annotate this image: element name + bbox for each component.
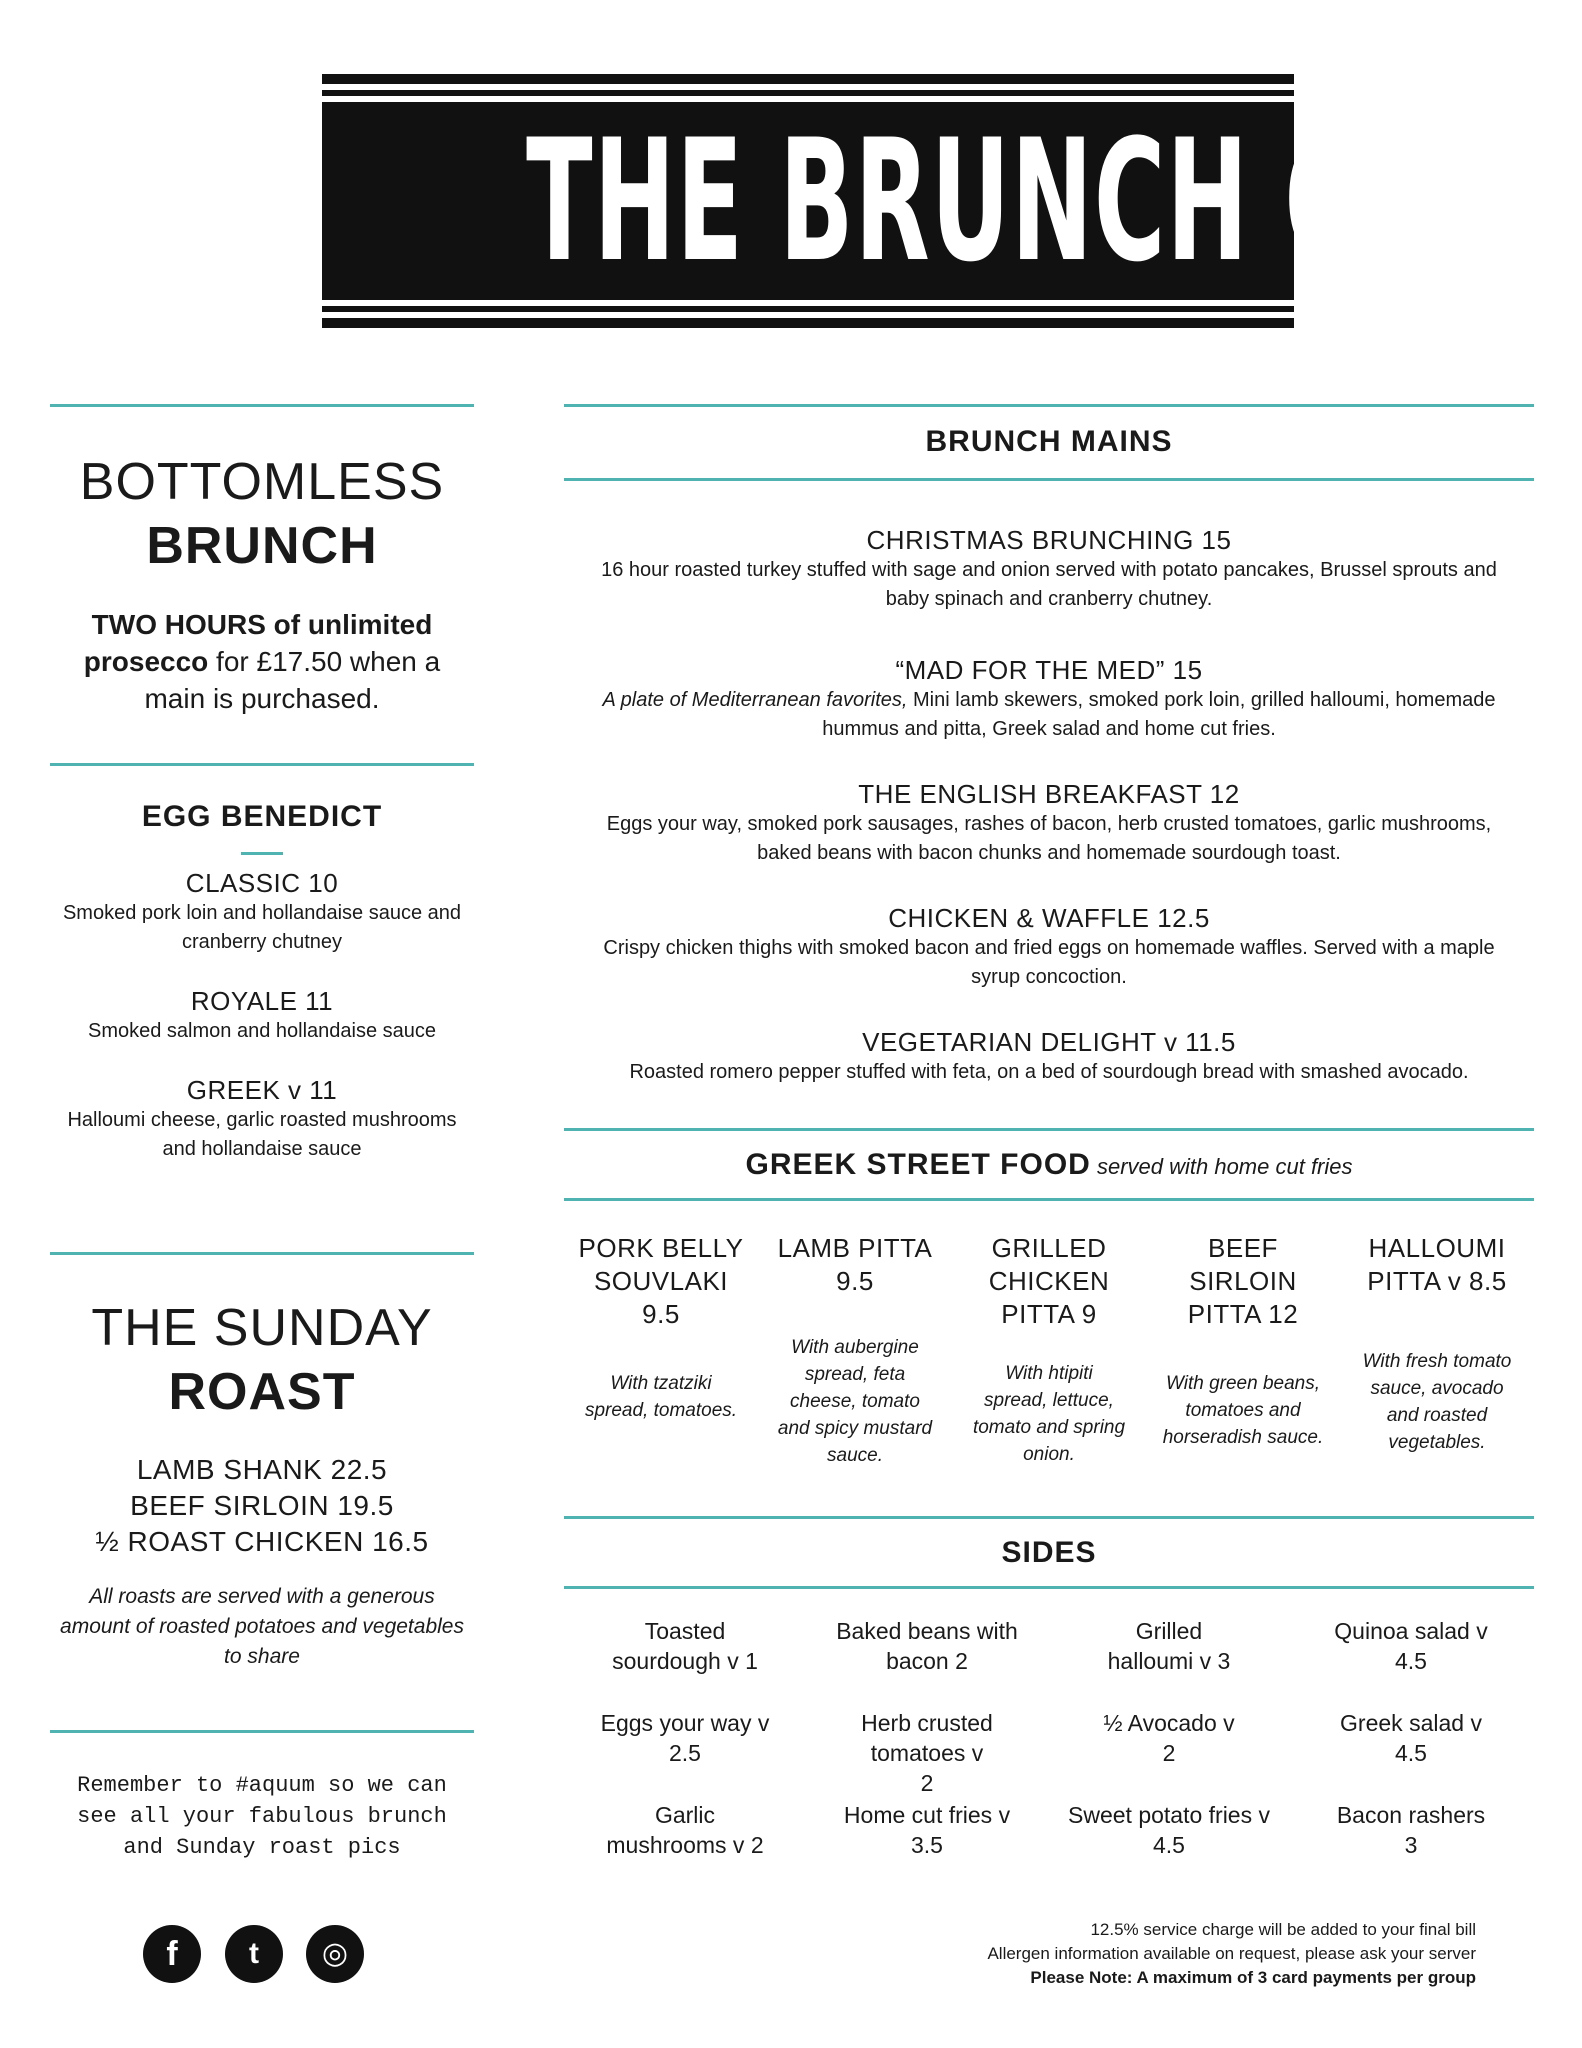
brunch-main-item bbox=[564, 778, 1534, 868]
logo-bottom-rule-thin bbox=[322, 306, 1294, 312]
promo-text: for £17.50 when a bbox=[208, 646, 441, 677]
greek-food-name-line: PORK BELLY bbox=[578, 1233, 744, 1263]
greek-food-name bbox=[758, 1232, 952, 1340]
greek-food-name-line: 9.5 bbox=[642, 1299, 680, 1329]
menu-item bbox=[50, 1074, 474, 1164]
greek-food-desc-line: sauce, avocado bbox=[1370, 1378, 1504, 1399]
greek-food-desc-line: tomato and spring bbox=[972, 1417, 1126, 1438]
promo-bold-2: prosecco bbox=[83, 646, 209, 677]
greek-food-name-line: CHICKEN bbox=[988, 1266, 1110, 1296]
brunch-main-desc bbox=[564, 556, 1534, 585]
greek-food-desc bbox=[952, 1360, 1146, 1468]
side-item-line: Sweet potato fries v bbox=[1068, 1802, 1270, 1828]
greek-food-item bbox=[1340, 1232, 1534, 1492]
sunday-roast-section bbox=[50, 1296, 474, 1672]
greek-food-desc-line: With htipiti bbox=[1005, 1363, 1093, 1384]
logo-top-rule bbox=[322, 74, 1294, 84]
brunch-mains-heading: BRUNCH MAINS bbox=[925, 425, 1173, 458]
brunch-main-desc bbox=[564, 1058, 1534, 1087]
greek-food-name-line: PITTA v 8.5 bbox=[1367, 1266, 1507, 1296]
brunch-main-desc bbox=[564, 810, 1534, 839]
side-item-line: 4.5 bbox=[1153, 1832, 1185, 1858]
side-item bbox=[806, 1800, 1048, 1860]
logo-bottom-rule bbox=[322, 318, 1294, 328]
brunch-main-desc-text: hummus and pitta, Greek salad and home cut fries. bbox=[822, 718, 1276, 740]
greek-food-desc-line: spread, lettuce, bbox=[984, 1390, 1114, 1411]
egg-benedict-heading: EGG BENEDICT bbox=[141, 800, 383, 833]
side-item-line: 4.5 bbox=[1395, 1740, 1427, 1766]
side-item-line: 2 bbox=[920, 1770, 934, 1796]
greek-food-desc-line: tomatoes and bbox=[1185, 1400, 1301, 1421]
sunday-roast-title-bold: ROAST bbox=[168, 1363, 356, 1421]
brunch-main-item bbox=[564, 654, 1534, 744]
divider bbox=[564, 1586, 1534, 1589]
side-item bbox=[564, 1616, 806, 1676]
menu-item-desc: cranberry chutney bbox=[181, 931, 343, 953]
greek-food-desc-line: With tzatziki bbox=[610, 1373, 712, 1394]
greek-street-food-heading: GREEK STREET FOOD bbox=[745, 1148, 1091, 1181]
social-message-line: Remember to #aquum so we can bbox=[77, 1773, 447, 1798]
menu-item bbox=[50, 867, 474, 957]
greek-food-desc-line: and roasted bbox=[1386, 1405, 1488, 1426]
roast-note-line: All roasts are served with a generous bbox=[89, 1585, 435, 1608]
greek-food-desc bbox=[564, 1370, 758, 1424]
brunch-main-desc bbox=[564, 715, 1534, 744]
bottomless-brunch-section bbox=[50, 450, 474, 717]
facebook-icon[interactable]: f bbox=[143, 1925, 201, 1983]
greek-food-item bbox=[758, 1232, 952, 1492]
card-payment-note: Please Note: A maximum of 3 card payments per group bbox=[1030, 1968, 1476, 1987]
greek-food-desc bbox=[1146, 1370, 1340, 1451]
side-item-line: 3.5 bbox=[911, 1832, 943, 1858]
bottomless-title: BOTTOMLESS bbox=[79, 453, 445, 511]
brunch-main-desc-text: Crispy chicken thighs with smoked bacon and fried eggs on homemade waffles. Served with a maple bbox=[603, 937, 1495, 959]
side-item-line: tomatoes v bbox=[870, 1740, 984, 1766]
greek-food-name-line: PITTA 12 bbox=[1187, 1299, 1299, 1329]
side-item-line: 2.5 bbox=[669, 1740, 701, 1766]
sides-heading: SIDES bbox=[1001, 1536, 1097, 1569]
brunch-main-desc-text: baby spinach and cranberry chutney. bbox=[885, 588, 1213, 610]
brunch-main-item bbox=[564, 1026, 1534, 1087]
side-item-line: Garlic bbox=[654, 1802, 716, 1828]
greek-food-desc-line: sauce. bbox=[827, 1445, 883, 1466]
menu-item-desc: and hollandaise sauce bbox=[162, 1138, 362, 1160]
brunch-main-desc-text: Eggs your way, smoked pork sausages, rashes of bacon, herb crusted tomatoes, garlic mushrooms, bbox=[606, 813, 1492, 835]
brunch-main-name: “MAD FOR THE MED” 15 bbox=[895, 655, 1203, 685]
brunch-main-desc-text: 16 hour roasted turkey stuffed with sage and onion served with potato pancakes, Brussel sprouts and bbox=[601, 559, 1497, 581]
brunch-main-desc bbox=[564, 963, 1534, 992]
side-item-line: Herb crusted bbox=[861, 1710, 993, 1736]
brand-logo bbox=[322, 74, 1573, 330]
brunch-main-desc bbox=[564, 686, 1534, 715]
menu-item-desc: Halloumi cheese, garlic roasted mushrooms bbox=[67, 1109, 457, 1131]
greek-street-food-heading-row bbox=[564, 1148, 1534, 1182]
side-item-line: Grilled bbox=[1135, 1618, 1203, 1644]
side-item-line: sourdough v 1 bbox=[612, 1648, 758, 1674]
side-item-line: Greek salad v bbox=[1340, 1710, 1482, 1736]
side-item-line: 2 bbox=[1162, 1740, 1176, 1766]
social-message-line: see all your fabulous brunch bbox=[77, 1804, 447, 1829]
logo-text: THE BRUNCH CLUB bbox=[526, 103, 1573, 299]
brunch-main-desc-italic: A plate of Mediterranean favorites, bbox=[602, 689, 908, 711]
allergen-note: Allergen information available on request, please ask your server bbox=[987, 1944, 1476, 1963]
side-item bbox=[1048, 1708, 1290, 1768]
promo-text-end: main is purchased. bbox=[144, 683, 380, 714]
side-item-line: Baked beans with bbox=[836, 1618, 1018, 1644]
brunch-main-desc-text: Roasted romero pepper stuffed with feta, on a bed of sourdough bread with smashed avocado. bbox=[629, 1061, 1469, 1083]
brunch-main-desc-text: syrup concoction. bbox=[971, 966, 1127, 988]
greek-food-desc-line: With green beans, bbox=[1165, 1373, 1321, 1394]
side-item-line: mushrooms v 2 bbox=[606, 1832, 764, 1858]
side-item bbox=[564, 1708, 806, 1768]
side-item-line: Toasted bbox=[644, 1618, 726, 1644]
side-item bbox=[1290, 1708, 1532, 1768]
side-item bbox=[1048, 1800, 1290, 1860]
greek-food-name-line: 9.5 bbox=[836, 1266, 874, 1296]
promo-bold-cont: of unlimited bbox=[265, 609, 433, 640]
brunch-main-desc bbox=[564, 934, 1534, 963]
brunch-main-desc bbox=[564, 839, 1534, 868]
brunch-main-item bbox=[564, 902, 1534, 992]
menu-item-name: CLASSIC 10 bbox=[185, 868, 339, 898]
side-item-line: Bacon rashers bbox=[1336, 1802, 1486, 1828]
sunday-roast-title: THE SUNDAY bbox=[91, 1299, 433, 1357]
roast-note bbox=[50, 1582, 474, 1672]
brunch-main-name: CHICKEN & WAFFLE 12.5 bbox=[888, 903, 1210, 933]
divider bbox=[564, 404, 1534, 407]
side-item-line: Eggs your way v bbox=[600, 1710, 770, 1736]
divider bbox=[564, 1128, 1534, 1131]
greek-food-item bbox=[1146, 1232, 1340, 1492]
greek-food-name bbox=[1340, 1232, 1534, 1340]
side-item-line: halloumi v 3 bbox=[1107, 1648, 1231, 1674]
greek-food-desc-line: cheese, tomato bbox=[790, 1391, 920, 1412]
side-item-line: Quinoa salad v bbox=[1334, 1618, 1488, 1644]
greek-food-name-line: HALLOUMI bbox=[1368, 1233, 1506, 1263]
menu-item-desc: Smoked salmon and hollandaise sauce bbox=[88, 1020, 436, 1042]
egg-benedict-section bbox=[50, 800, 474, 1164]
side-item-line: 4.5 bbox=[1395, 1648, 1427, 1674]
divider bbox=[50, 1252, 474, 1255]
side-item-line: Home cut fries v bbox=[843, 1802, 1011, 1828]
roast-item: LAMB SHANK 22.5 bbox=[136, 1454, 388, 1485]
side-item bbox=[1290, 1616, 1532, 1676]
divider bbox=[50, 1730, 474, 1733]
brunch-main-desc bbox=[564, 585, 1534, 614]
greek-food-desc bbox=[758, 1334, 952, 1469]
side-item bbox=[806, 1616, 1048, 1676]
brunch-main-item bbox=[564, 524, 1534, 614]
bottomless-title-bold: BRUNCH bbox=[146, 517, 378, 575]
greek-food-name-line: PITTA 9 bbox=[1001, 1299, 1097, 1329]
side-item bbox=[806, 1708, 1048, 1798]
greek-food-name-line: BEEF bbox=[1208, 1233, 1278, 1263]
greek-food-name bbox=[1146, 1232, 1340, 1340]
divider bbox=[564, 478, 1534, 481]
brunch-main-desc-text: baked beans with bacon chunks and homemade sourdough toast. bbox=[757, 842, 1341, 864]
divider bbox=[50, 763, 474, 766]
brunch-main-desc-text: Mini lamb skewers, smoked pork loin, grilled halloumi, homemade bbox=[907, 689, 1496, 711]
roast-list bbox=[50, 1452, 474, 1560]
greek-food-name-line: GRILLED bbox=[991, 1233, 1107, 1263]
roast-item: BEEF SIRLOIN 19.5 bbox=[130, 1490, 394, 1521]
menu-item bbox=[50, 985, 474, 1046]
side-item-line: bacon 2 bbox=[886, 1648, 968, 1674]
brunch-main-name: CHRISTMAS BRUNCHING 15 bbox=[866, 525, 1232, 555]
roast-note-line: to share bbox=[224, 1645, 300, 1668]
roast-note-line: amount of roasted potatoes and vegetables bbox=[60, 1615, 464, 1638]
greek-food-desc-line: spread, feta bbox=[804, 1364, 906, 1385]
side-item bbox=[564, 1800, 806, 1860]
greek-food-name-line: LAMB PITTA bbox=[777, 1233, 933, 1263]
menu-item-name: ROYALE 11 bbox=[190, 986, 334, 1016]
greek-food-name bbox=[564, 1232, 758, 1340]
side-item bbox=[1048, 1616, 1290, 1676]
divider bbox=[564, 1198, 1534, 1201]
greek-food-desc-line: horseradish sauce. bbox=[1162, 1427, 1324, 1448]
greek-food-desc-line: and spicy mustard bbox=[777, 1418, 933, 1439]
logo-top-rule-thin bbox=[322, 90, 1294, 96]
greek-food-desc bbox=[1340, 1348, 1534, 1456]
greek-food-name bbox=[952, 1232, 1146, 1340]
footer-notes bbox=[760, 1918, 1476, 1990]
greek-food-desc-line: vegetables. bbox=[1388, 1432, 1486, 1453]
social-message-line: and Sunday roast pics bbox=[123, 1835, 401, 1860]
side-item-line: 3 bbox=[1404, 1832, 1418, 1858]
brunch-main-name: VEGETARIAN DELIGHT v 11.5 bbox=[862, 1027, 1236, 1057]
greek-food-desc-line: onion. bbox=[1023, 1444, 1075, 1465]
greek-food-item bbox=[952, 1232, 1146, 1492]
greek-food-item bbox=[564, 1232, 758, 1492]
roast-item: ½ ROAST CHICKEN 16.5 bbox=[95, 1526, 429, 1557]
instagram-icon[interactable]: ◎ bbox=[306, 1925, 364, 1983]
menu-item-desc: Smoked pork loin and hollandaise sauce and bbox=[62, 902, 462, 924]
social-message bbox=[50, 1770, 474, 1863]
heading-underline bbox=[241, 852, 283, 855]
greek-food-desc-line: spread, tomatoes. bbox=[584, 1400, 738, 1421]
greek-food-desc-line: With fresh tomato bbox=[1362, 1351, 1512, 1372]
greek-food-name-line: SIRLOIN bbox=[1189, 1266, 1297, 1296]
greek-food-desc-line: With aubergine bbox=[791, 1337, 919, 1358]
service-charge-note: 12.5% service charge will be added to your final bill bbox=[1090, 1920, 1476, 1939]
divider bbox=[50, 404, 474, 407]
divider bbox=[564, 1516, 1534, 1519]
promo-bold: TWO HOURS bbox=[91, 609, 266, 640]
menu-item-name: GREEK v 11 bbox=[186, 1075, 338, 1105]
side-item bbox=[1290, 1800, 1532, 1860]
brunch-main-name: THE ENGLISH BREAKFAST 12 bbox=[858, 779, 1240, 809]
twitter-icon[interactable]: t bbox=[225, 1925, 283, 1983]
bottomless-promo bbox=[50, 606, 474, 717]
greek-food-name-line: SOUVLAKI bbox=[593, 1266, 729, 1296]
side-item-line: ½ Avocado v bbox=[1103, 1710, 1235, 1736]
egg-benedict-list bbox=[50, 867, 474, 1164]
greek-street-food-subheading: served with home cut fries bbox=[1090, 1154, 1353, 1179]
